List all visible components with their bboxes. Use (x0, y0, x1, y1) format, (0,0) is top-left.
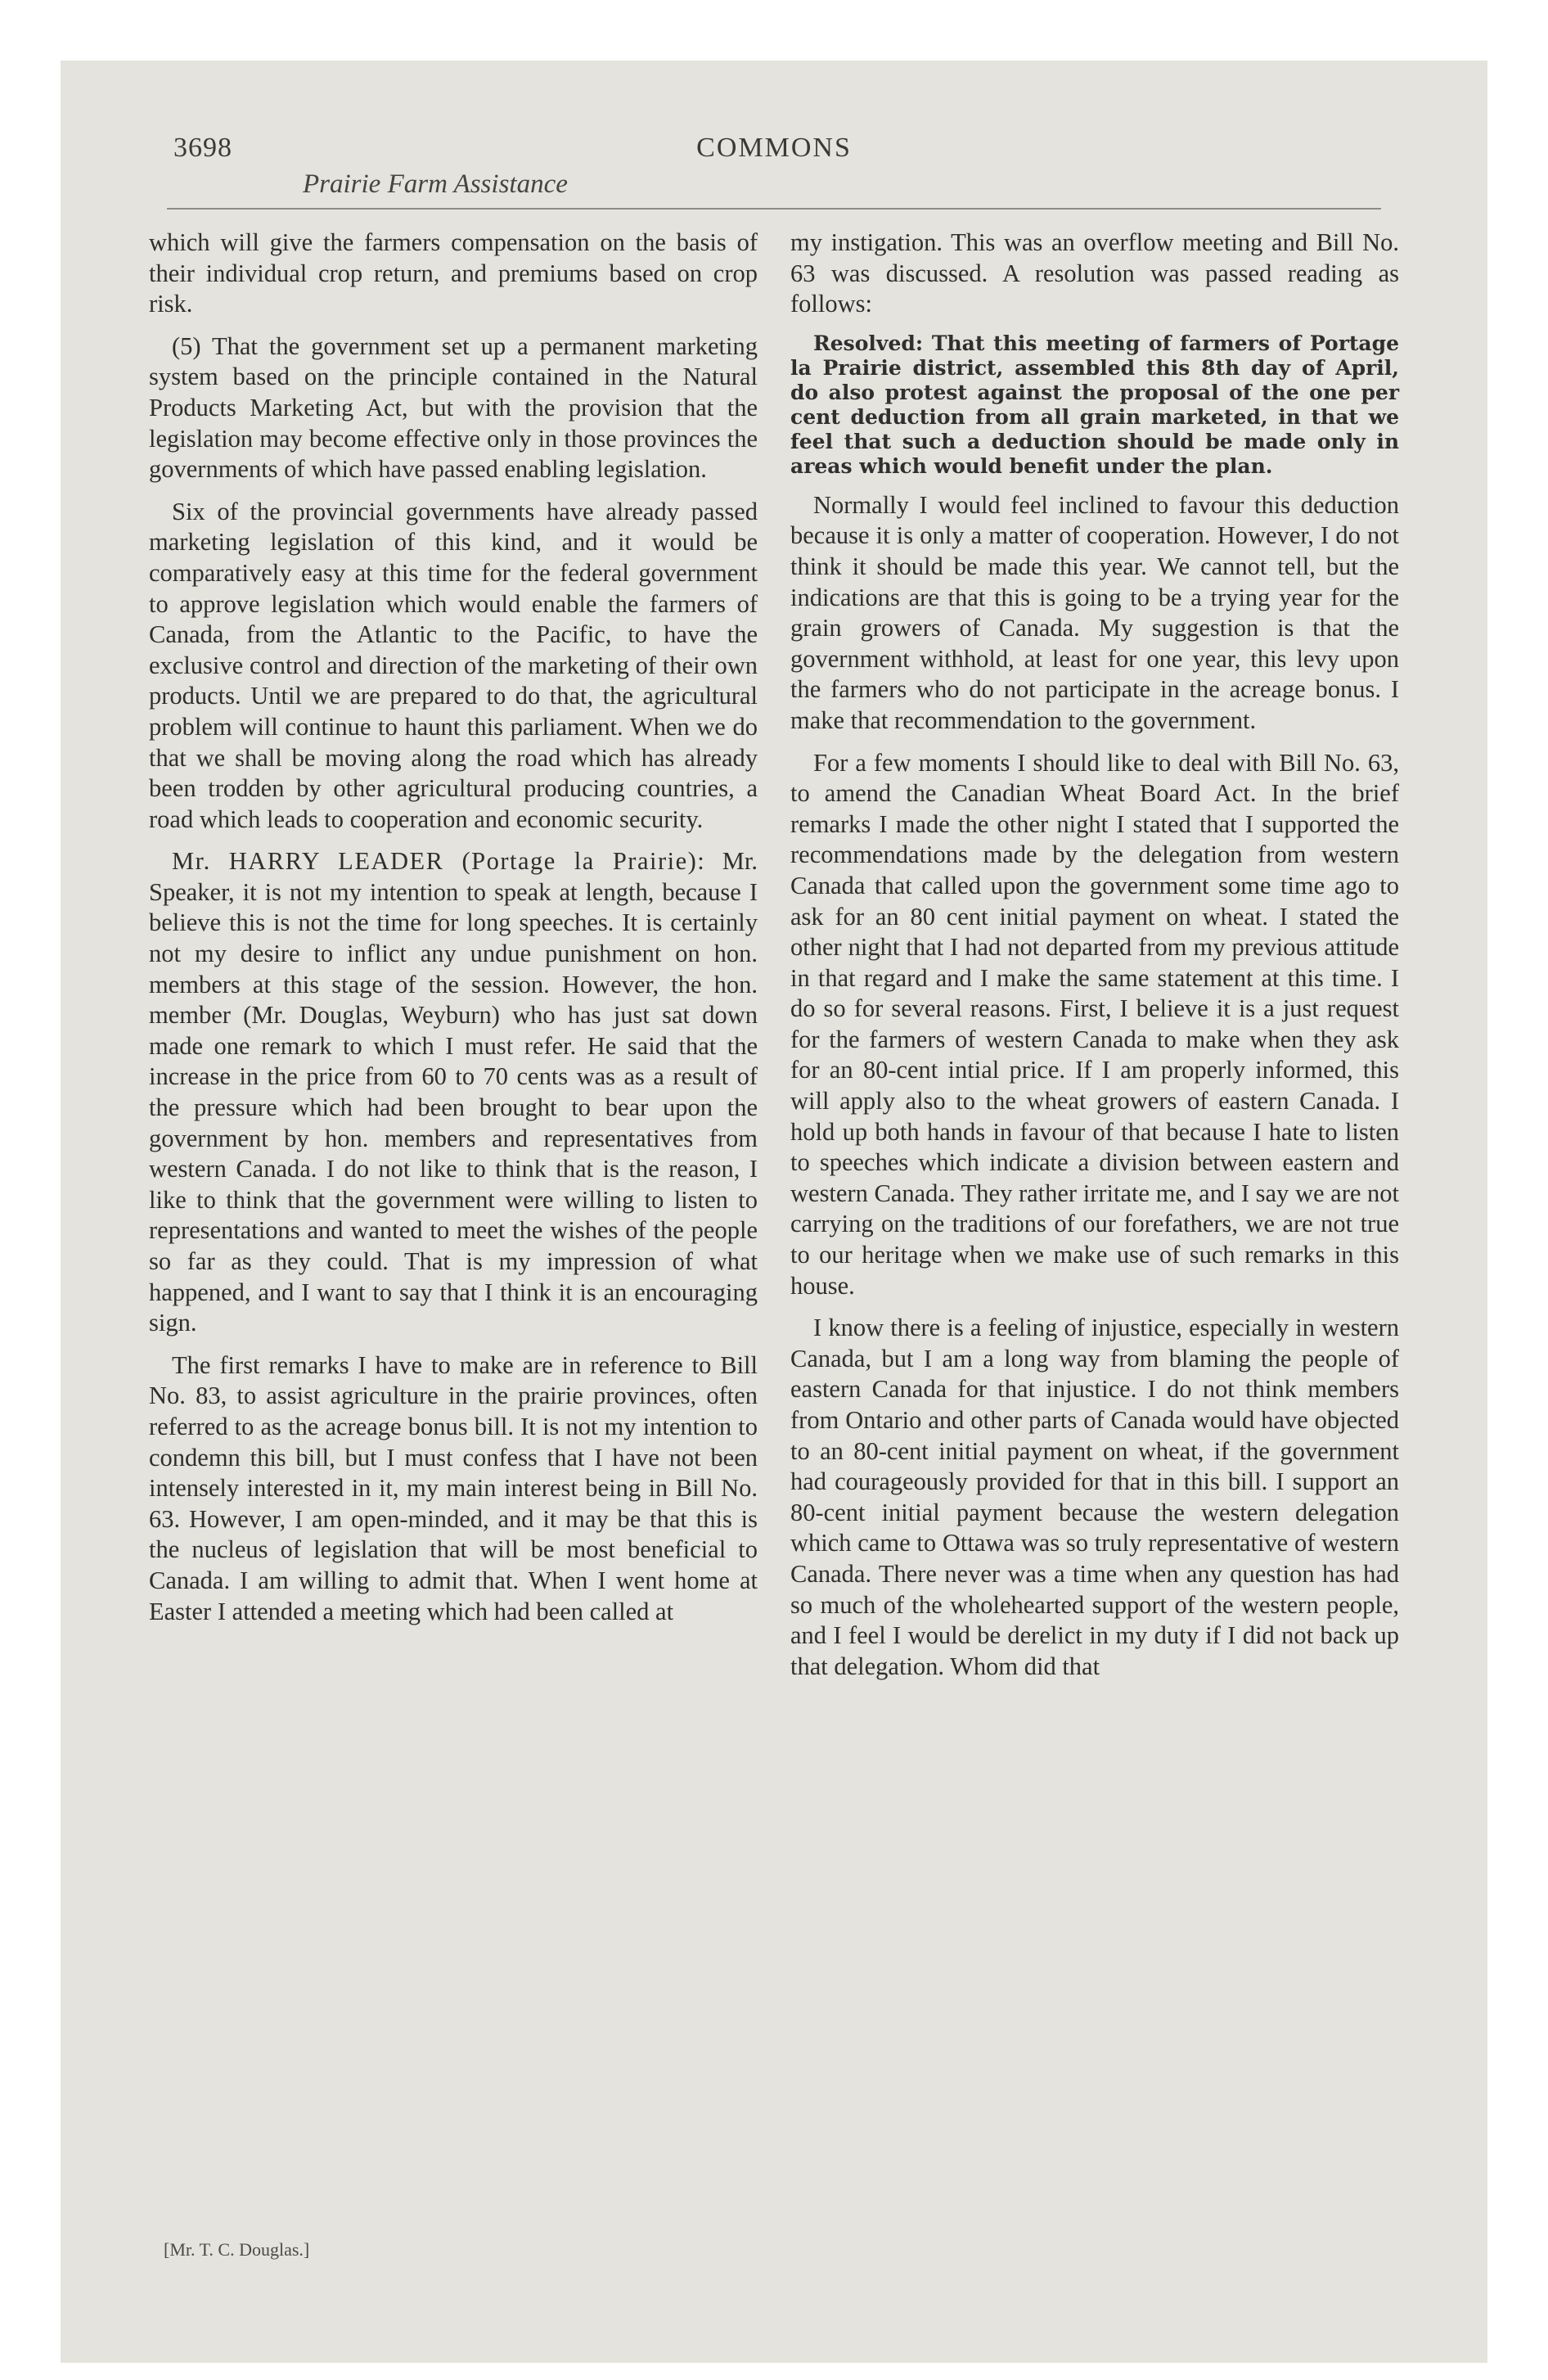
paragraph: which will give the farmers compensation on the basis of their individual crop return, and premiums based on crop risk. (149, 228, 758, 318)
speech-text: Mr. Speaker, it is not my intention to speak at length, because I believe this is not the time for long speeches. It is certainly not my desire to inflict any undue punishment on hon. members at this stage of the session. However, the hon. member (Mr. Douglas, Weyburn) who has just sat down made one remark to which I must refer. He said that the increase in the price from 60 to 70 cents was as a result of the pressure which had been brought to bear upon the government by hon. members and representatives from western Canada. I do not like to think that is the reason, I like to think that the government were willing to listen to representations and wanted to meet the wishes of the people so far as they could. That is my impression of what happened, and I want to say that I think it is an encouraging sign. (149, 847, 758, 1337)
running-head: COMMONS (696, 133, 852, 163)
paragraph: Six of the provincial governments have already passed marketing legislation of this kind, and it would be comparatively easy at this time for the federal government to approve legislation which would enable the farmers of Canada, from the Atlantic to the Pacific, to have the exclusive control and direction of the marketing of their own products. Until we are prepared to do that, the agricultural problem will continue to haunt this parliament. When we do that we shall be moving along the road which has already been trodden by other agricultural producing countries, a road which leads to cooperation and economic security. (149, 497, 758, 833)
page-header (61, 61, 1487, 224)
right-column (790, 228, 1399, 1693)
paragraph: my instigation. This was an overflow meeting and Bill No. 63 was discussed. A resolution was passed reading as follows: (790, 228, 1399, 318)
header-rule (167, 208, 1381, 210)
paragraph: (5) That the government set up a permanent marketing system based on the principle contained in the Natural Products Marketing Act, but with the provision that the legislation may become effective only in those provinces the governments of which have passed enabling legislation. (149, 331, 758, 484)
footnote: [Mr. T. C. Douglas.] (164, 2239, 310, 2260)
speaker-name: Mr. HARRY LEADER (Portage la Prairie): (172, 847, 706, 876)
paragraph: Normally I would feel inclined to favour this deduction because it is only a matter of cooperation. However, I do not think it should be made this year. We cannot tell, but the indications are that this is going to be a trying year for the grain growers of Canada. My suggestion is that the government withhold, at least for one year, this levy upon the farmers who do not participate in the acreage bonus. I make that recommendation to the government. (790, 490, 1399, 734)
paragraph: For a few moments I should like to deal with Bill No. 63, to amend the Canadian Wheat Board Act. In the brief remarks I made the other night I stated that I supported the recommendations made by the delegation from western Canada that called upon the government some time ago to ask for an 80 cent initial payment on wheat. I stated the other night that I had not departed from my previous attitude in that regard and I make the same statement at this time. I do so for several reasons. First, I believe it is a just request for the farmers of western Canada to make when they ask for an 80-cent intial price. If I am properly informed, this will apply also to the wheat growers of eastern Canada. I hold up both hands in favour of that because I hate to listen to speeches which indicate a division between eastern and western Canada. They rather irritate me, and I say we are not carrying on the traditions of our forefathers, we are not true to our heritage when we make use of such remarks in this house. (790, 748, 1399, 1300)
scanned-page (61, 61, 1487, 2363)
speech-paragraph (149, 846, 758, 1339)
resolution-quote: Resolved: That this meeting of farmers of Portage la Prairie district, assembled this 8th day of April, do also protest against the proposal of the one per cent deduction from all grain marketed, in that we feel that such a deduction should be made only in areas which would benefit under the plan. (790, 331, 1399, 478)
paragraph: I know there is a feeling of injustice, especially in western Canada, but I am a long way from blaming the people of eastern Canada for that injustice. I do not think members from Ontario and other parts of Canada would have objected to an 80-cent initial payment on wheat, if the government had courageously provided for that in this bill. I support an 80-cent initial payment because the western delegation which came to Ottawa was so truly representative of western Canada. There never was a time when any question has had so much of the wholehearted support of the western people, and I feel I would be derelict in my duty if I did not back up that delegation. Whom did that (790, 1314, 1399, 1680)
left-column (149, 228, 758, 1639)
paragraph: The first remarks I have to make are in reference to Bill No. 83, to assist agriculture in the prairie provinces, often referred to as the acreage bonus bill. It is not my intention to condemn this bill, but I must confess that I have not been intensely interested in it, my main interest being in Bill No. 63. However, I am open-minded, and it may be that this is the nucleus of legislation that will be most beneficial to Canada. I am willing to admit that. When I went home at Easter I attended a meeting which had been called at (149, 1350, 758, 1625)
section-title: Prairie Farm Assistance (303, 169, 568, 199)
page-number: 3698 (173, 133, 232, 163)
